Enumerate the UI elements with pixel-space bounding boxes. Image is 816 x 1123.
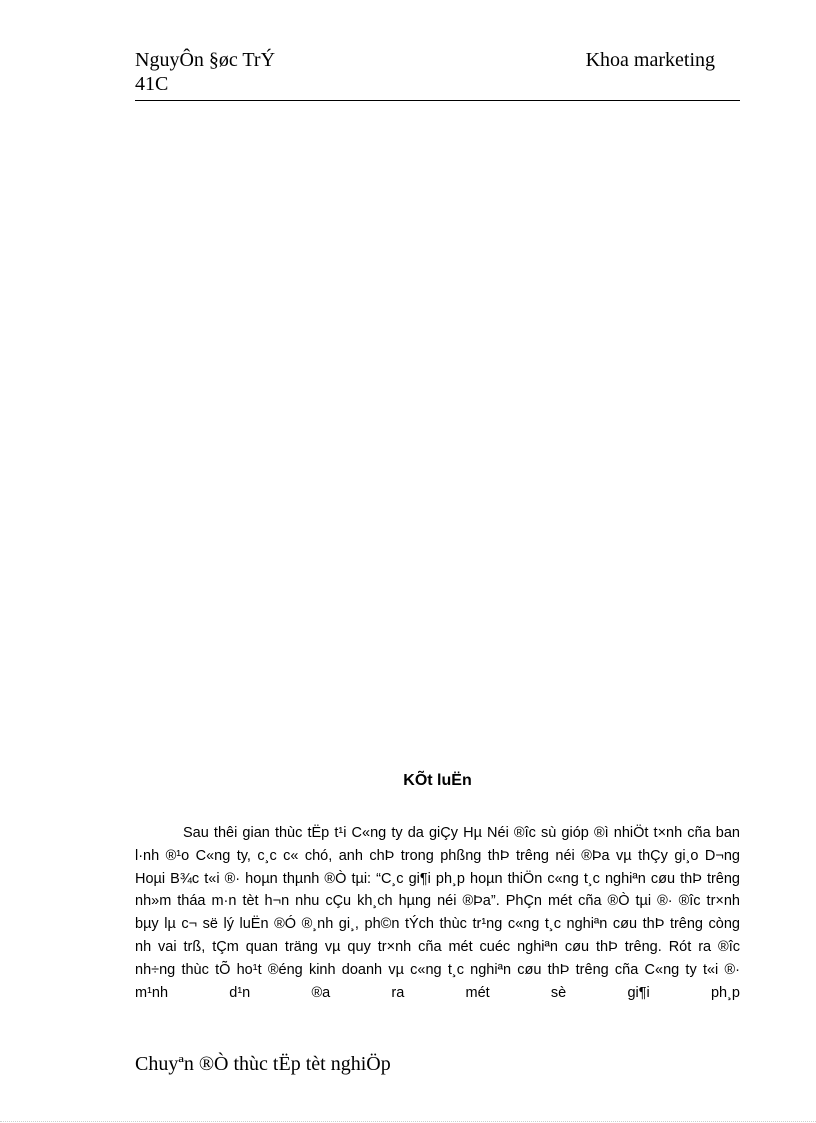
- author-name: NguyÔn §øc TrÝ: [135, 49, 276, 71]
- department-name: Khoa marketing: [585, 49, 715, 71]
- page-bottom-divider: [0, 1121, 816, 1122]
- page-footer: Chuyªn ®Ò thùc tËp tèt nghiÖp: [135, 1053, 391, 1075]
- page-header: [135, 48, 740, 101]
- conclusion-paragraph: Sau thêi gian thùc tËp t¹i C«ng ty da giÇy Hµ Néi ®îc sù gióp ®ì nhiÖt t×nh cña ban l·nh ®¹o C«ng ty, c¸c c« chó, anh chÞ trong phßng thÞ trêng néi ®Þa vµ thÇy gi¸o D¬ng Hoµi B¾c t«i ®· hoµn thµnh ®Ò tµi: “C¸c gi¶i ph¸p hoµn thiÖn c«ng t¸c nghiªn cøu thÞ trêng nh»m tháa m·n tèt h¬n nhu cÇu kh¸ch hµng néi ®Þa”. PhÇn mét cña ®Ò tµi ®· ®îc tr×nh bµy lµ c¬ së lý luËn ®Ó ®¸nh gi¸, ph©n tÝch thùc tr¹ng c«ng t¸c nghiªn cøu thÞ trêng còng nh vai trß, tÇm quan träng vµ quy tr×nh cña mét cuéc nghiªn cøu thÞ trêng. Rót ra ®îc nh÷ng thùc tÕ ho¹t ®éng kinh doanh vµ c«ng t¸c nghiªn cøu thÞ trêng cña C«ng ty t«i ®· m¹nh d¹n ®a ra mét sè gi¶i ph¸p: [135, 825, 740, 1001]
- section-title: KÕt luËn: [403, 772, 472, 789]
- class-code: 41C: [135, 73, 169, 95]
